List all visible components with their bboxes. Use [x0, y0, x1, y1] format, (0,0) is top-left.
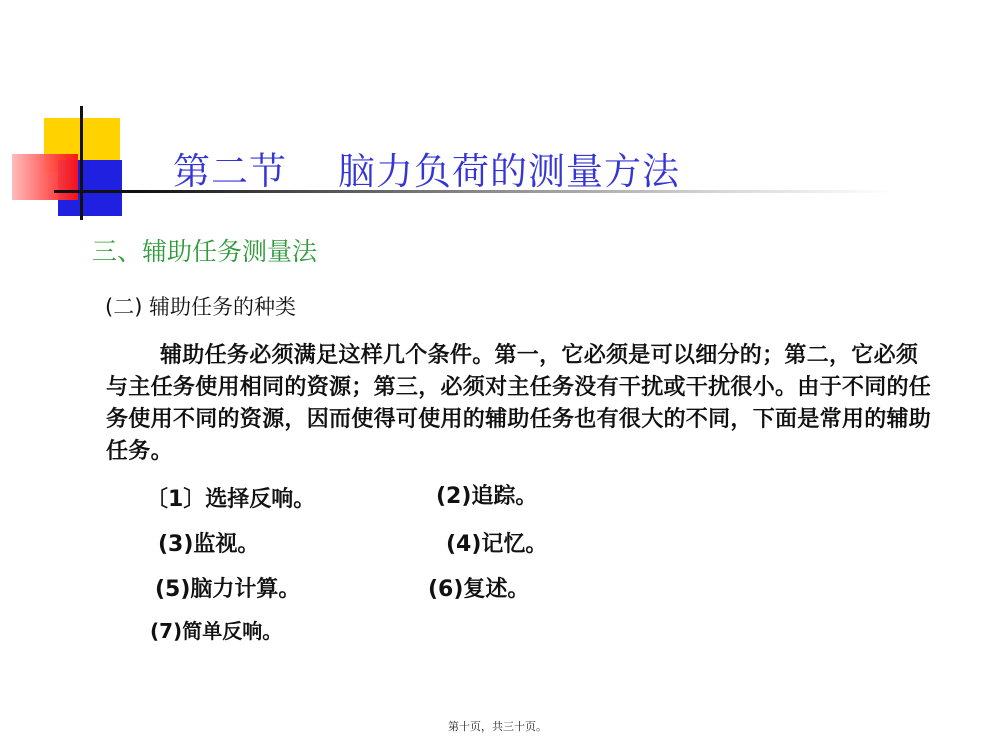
list-item: (4)记忆。 [446, 532, 548, 557]
list-item: (5)脑力计算。 [155, 577, 301, 602]
subheading: (二) 辅助任务的种类 [105, 295, 297, 319]
list-item: (2)追踪。 [436, 484, 538, 509]
slide-title: 第二节 脑力负荷的测量方法 [173, 150, 681, 193]
section-heading: 三、辅助任务测量法 [92, 237, 318, 266]
list-item: (7)简单反响。 [150, 619, 283, 643]
list-item: 〔1〕选择反响。 [146, 487, 316, 512]
deco-red-square [12, 154, 78, 200]
list-item: (3)监视。 [158, 532, 260, 557]
page-footer: 第十页，共三十页。 [448, 720, 547, 733]
deco-vertical-line [80, 106, 83, 220]
list-item: (6)复述。 [428, 577, 530, 602]
body-paragraph: 辅助任务必须满足这样几个条件。第一，它必须是可以细分的；第二，它必须与主任务使用相同的资源；第三，必须对主任务没有干扰或干扰很小。由于不同的任务使用不同的资源，因而使得可使用的辅助任务也有很大的不同，下面是常用的辅助任务。 [106, 343, 932, 464]
